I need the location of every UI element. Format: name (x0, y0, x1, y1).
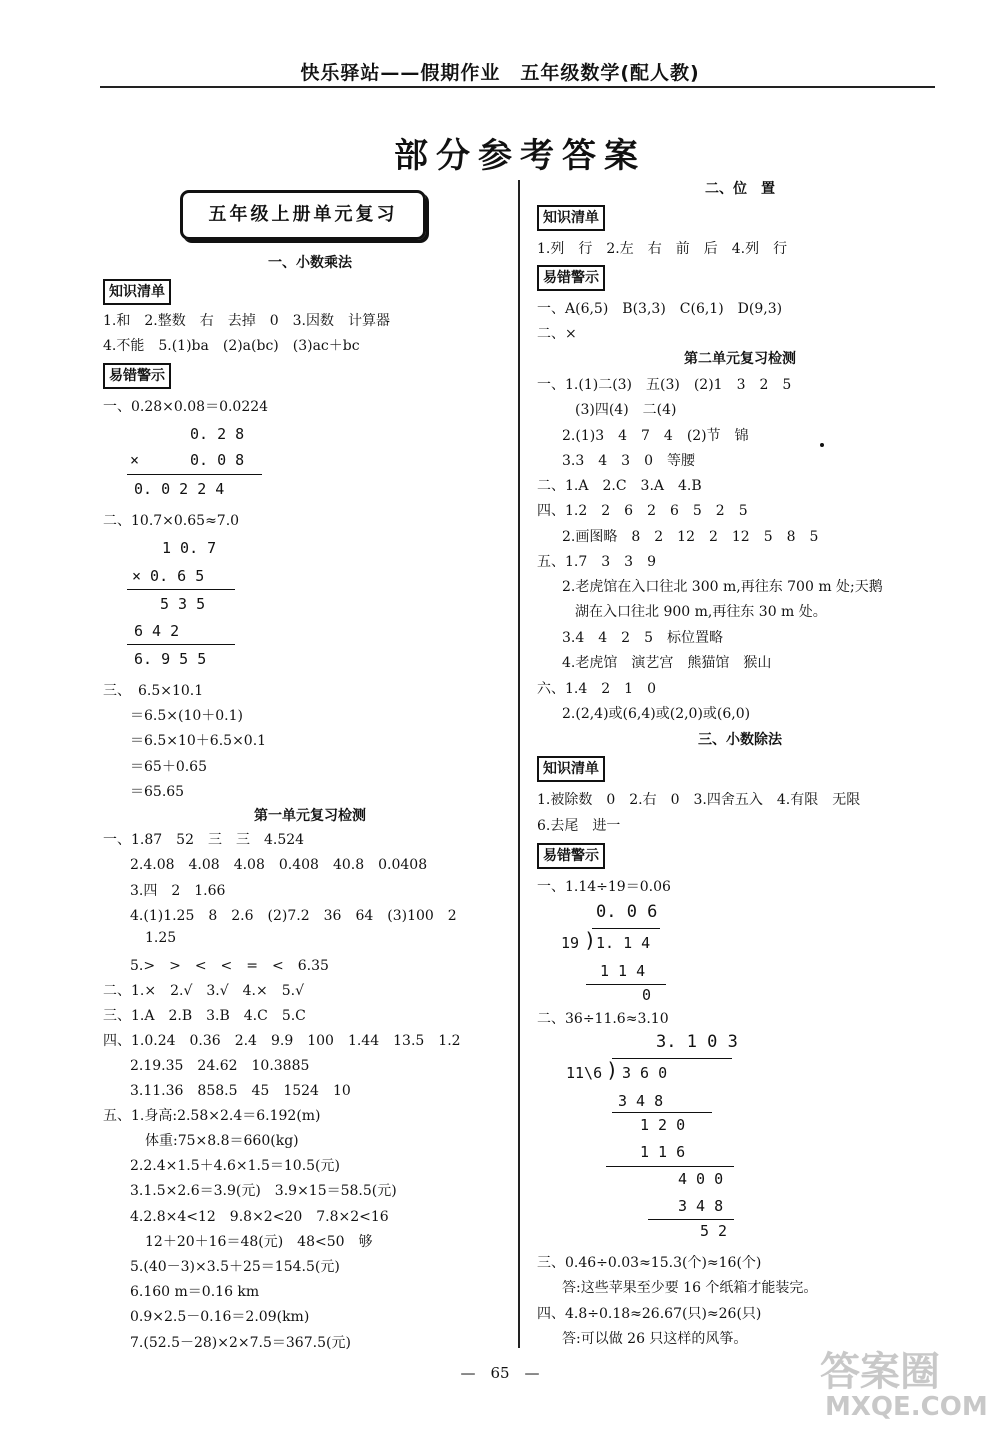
left-answer-line: 5.(40－3)×3.5＋25＝154.5(元) (130, 1259, 340, 1275)
right-answer-line: 2.(2,4)或(6,4)或(2,0)或(6,0) (562, 706, 751, 722)
div1-remainder: 0 (642, 986, 652, 1004)
tag-error-warning: 易错警示 (103, 363, 171, 389)
right-answer-line: (3)四(4) 二(4) (575, 402, 677, 418)
div2-bracket: ) (606, 1058, 619, 1082)
right-error-line-4: 二、36÷11.6≈3.10 (537, 1011, 669, 1027)
left-answer-line: 0.9×2.5－0.16＝2.09(km) (130, 1309, 310, 1325)
div1-divisor: 19 (561, 934, 580, 952)
right-section-3-title: 三、小数除法 (698, 732, 782, 748)
div2-rule-2 (606, 1166, 734, 1167)
div2-remainder: 5 2 (700, 1222, 728, 1240)
div1-product: 1 1 4 (600, 962, 646, 980)
left-error-line-5: ＝6.5×10＋6.5×0.1 (130, 733, 267, 749)
calc2-row-1: 1 0. 7 (162, 539, 217, 557)
right-answer-line: 3.4 4 2 5 标位置略 (562, 630, 723, 646)
left-answer-line: 体重:75×8.8＝660(kg) (145, 1133, 299, 1149)
left-answer-line: 三、1.A 2.B 3.B 4.C 5.C (103, 1008, 306, 1024)
tag-error-warning: 易错警示 (537, 843, 605, 869)
right-knowledge-line-1: 1.列 行 2.左 右 前 后 4.列 行 (537, 241, 788, 257)
right-error-line-1: 一、A(6,5) B(3,3) C(6,1) D(9,3) (537, 301, 783, 317)
right-answer-line: 四、1.2 2 6 2 6 5 2 5 (537, 503, 748, 519)
right-answer-end: 答:这些苹果至少要 16 个纸箱才能装完。 (562, 1280, 818, 1296)
left-error-line-1: 一、0.28×0.08＝0.0224 (103, 399, 269, 415)
left-answer-line: 3.1.5×2.6＝3.9(元) 3.9×15＝58.5(元) (130, 1183, 397, 1199)
calc2-result: 6. 9 5 5 (134, 650, 207, 668)
div1-rule (586, 984, 666, 985)
left-knowledge-line-2: 4.不能 5.(1)ba (2)a(bc) (3)ac＋bc (103, 338, 360, 354)
div2-quotient: 3. 1 0 3 (656, 1032, 738, 1052)
div2-dividend: 3 6 0 (622, 1064, 668, 1082)
left-error-line-4: ＝6.5×(10＋0.1) (130, 708, 243, 724)
calc2-row-2: × 0. 6 5 (132, 567, 205, 585)
div2-rule-1 (612, 1112, 712, 1113)
div2-step-1: 3 4 8 (618, 1092, 664, 1110)
left-answer-line: 12＋20＋16＝48(元) 48<50 够 (145, 1234, 373, 1250)
left-answer-line: 一、1.87 52 三 三 4.524 (103, 832, 305, 848)
calc1-row-1: 0. 2 8 (190, 425, 245, 443)
left-answer-line: 五、1.身高:2.58×2.4＝6.192(m) (103, 1108, 321, 1124)
calc2-partial-1: 5 3 5 (160, 595, 206, 613)
right-section-1-title: 二、位 置 (705, 181, 775, 197)
page-number: — 65 — (460, 1364, 540, 1382)
div2-overbar (612, 1058, 732, 1059)
left-error-line-6: ＝65＋0.65 (130, 759, 207, 775)
calc2-rule-1 (127, 589, 235, 590)
left-answer-line: 二、1.× 2.√ 3.√ 4.× 5.√ (103, 983, 305, 999)
calc1-row-2: 0. 0 8 (190, 451, 245, 469)
left-error-line-7: ＝65.65 (130, 784, 185, 800)
left-answer-line: 2.2.4×1.5＋4.6×1.5＝10.5(元) (130, 1158, 340, 1174)
div1-overbar (592, 928, 660, 929)
right-answer-end: 四、4.8÷0.18≈26.67(只)≈26(只) (537, 1306, 762, 1322)
tag-error-warning: 易错警示 (537, 265, 605, 291)
right-answer-end: 答:可以做 26 只这样的风筝。 (562, 1331, 748, 1347)
right-answer-line: 一、1.(1)二(3) 五(3) (2)1 3 2 5 (537, 377, 792, 393)
tag-knowledge-list: 知识清单 (537, 756, 605, 782)
left-answer-line: 2.19.35 24.62 10.3885 (130, 1058, 310, 1074)
left-knowledge-line-1: 1.和 2.整数 右 去掉 0 3.因数 计算器 (103, 313, 390, 329)
page-title: 部分参考答案 (394, 136, 646, 176)
div1-dividend: 1. 1 4 (596, 934, 651, 952)
watermark-url: MXQE.COM (825, 1392, 988, 1422)
right-answer-line: 4.老虎馆 演艺宫 熊猫馆 猴山 (562, 655, 772, 671)
right-answer-line: 2.(1)3 4 7 4 (2)节 锦 (562, 428, 749, 444)
div1-bracket: ) (584, 928, 597, 952)
calc2-partial-2: 6 4 2 (134, 622, 180, 640)
tag-knowledge-list: 知识清单 (537, 205, 605, 231)
stray-dot (820, 443, 824, 447)
left-section-2-title: 第一单元复习检测 (254, 808, 366, 824)
right-error-line-3: 一、1.14÷19＝0.06 (537, 879, 671, 895)
right-answer-line: 3.3 4 3 0 等腰 (562, 453, 695, 469)
right-answer-end: 三、0.46÷0.03≈15.3(个)≈16(个) (537, 1255, 762, 1271)
div2-step-3: 1 1 6 (640, 1143, 686, 1161)
left-section-1-title: 一、小数乘法 (268, 255, 352, 271)
right-error-line-2: 二、× (537, 326, 577, 342)
right-section-2-title: 第二单元复习检测 (684, 351, 796, 367)
left-answer-line: 四、1.0.24 0.36 2.4 9.9 100 1.44 13.5 1.2 (103, 1033, 461, 1049)
right-answer-line: 五、1.7 3 3 9 (537, 554, 656, 570)
left-error-line-3: 三、 6.5×10.1 (103, 683, 204, 699)
right-knowledge-line-2: 1.被除数 0 2.右 0 3.四舍五入 4.有限 无限 (537, 792, 861, 808)
watermark-logo: 答案圈 (820, 1349, 940, 1395)
calc1-result: 0. 0 2 2 4 (134, 480, 225, 498)
right-answer-line: 六、1.4 2 1 0 (537, 681, 656, 697)
right-answer-line: 湖在入口往北 900 m,再往东 30 m 处。 (575, 604, 827, 620)
column-divider (518, 180, 520, 1348)
div2-step-2: 1 2 0 (640, 1116, 686, 1134)
page-header: 快乐驿站——假期作业 五年级数学(配人教) (300, 62, 700, 84)
left-answer-line: 4.(1)1.25 8 2.6 (2)7.2 36 64 (3)100 2 (130, 908, 457, 924)
left-answer-line: 4.2.8×4<12 9.8×2<20 7.8×2<16 (130, 1209, 389, 1225)
header-rule (100, 86, 935, 88)
calc2-rule-2 (127, 644, 235, 645)
left-answer-line: 6.160 m＝0.16 km (130, 1284, 260, 1300)
calc1-rule (127, 474, 262, 475)
right-answer-line: 2.画图略 8 2 12 2 12 5 8 5 (562, 529, 819, 545)
right-answer-line: 2.老虎馆在入口往北 300 m,再往东 700 m 处;天鹅 (562, 579, 883, 595)
section-box-title: 五年级上册单元复习 (180, 190, 426, 240)
left-answer-line: 1.25 (145, 930, 177, 946)
left-answer-line: 5.> > < < = < 6.35 (130, 958, 329, 974)
left-error-line-2: 二、10.7×0.65≈7.0 (103, 513, 240, 529)
left-answer-line: 3.四 2 1.66 (130, 883, 226, 899)
left-answer-line: 3.11.36 858.5 45 1524 10 (130, 1083, 351, 1099)
div2-step-5: 3 4 8 (678, 1197, 724, 1215)
tag-knowledge-list: 知识清单 (103, 279, 171, 305)
div2-divisor: 11\6 (566, 1064, 603, 1082)
calc1-times: × (130, 451, 140, 469)
div2-rule-3 (648, 1219, 734, 1220)
left-answer-line: 2.4.08 4.08 4.08 0.408 40.8 0.0408 (130, 857, 428, 873)
div2-step-4: 4 0 0 (678, 1170, 724, 1188)
div1-quotient: 0. 0 6 (596, 902, 658, 922)
left-answer-line: 7.(52.5－28)×2×7.5＝367.5(元) (130, 1335, 351, 1351)
right-answer-line: 二、1.A 2.C 3.A 4.B (537, 478, 702, 494)
right-knowledge-line-3: 6.去尾 进一 (537, 818, 621, 834)
